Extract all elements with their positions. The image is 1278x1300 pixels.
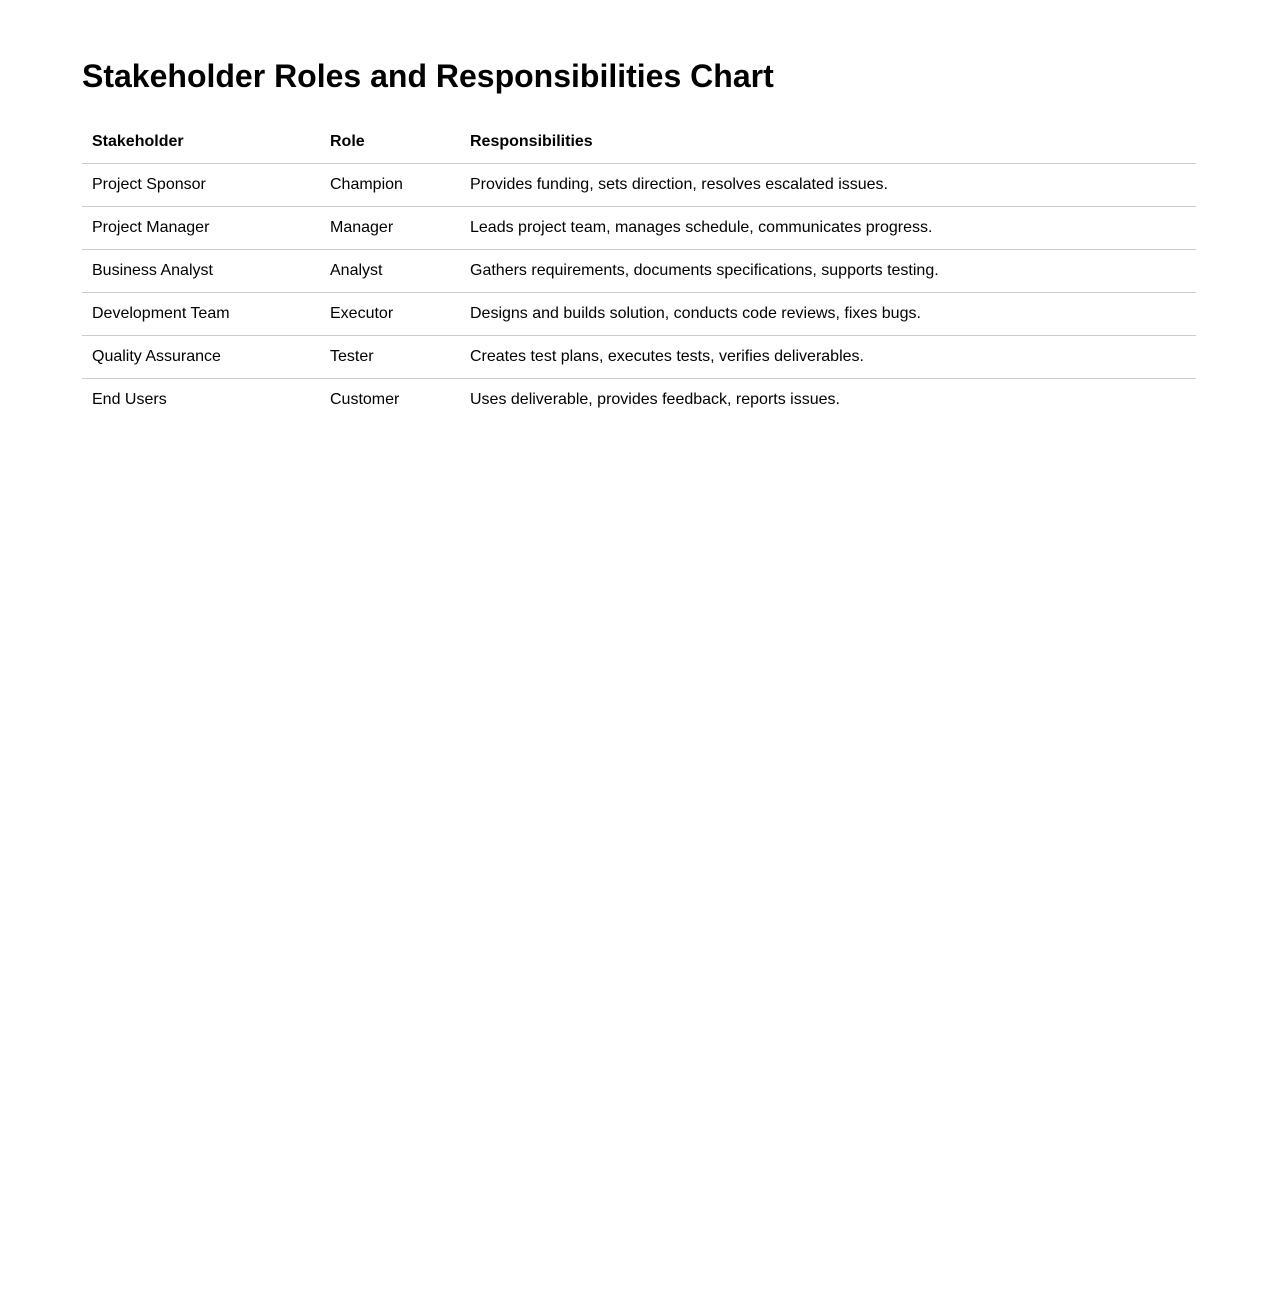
page-title: Stakeholder Roles and Responsibilities Chart (82, 58, 774, 94)
role-cell: Executor (320, 293, 460, 336)
role-cell: Analyst (320, 250, 460, 293)
stakeholder-cell: Development Team (82, 293, 320, 336)
stakeholder-cell: Project Manager (82, 207, 320, 250)
column-header-responsibilities: Responsibilities (460, 120, 1196, 164)
stakeholder-cell: Project Sponsor (82, 164, 320, 207)
responsibilities-cell: Leads project team, manages schedule, communicates progress. (460, 207, 1196, 250)
column-header-role: Role (320, 120, 460, 164)
role-cell: Champion (320, 164, 460, 207)
stakeholder-cell: End Users (92, 391, 167, 408)
responsibilities-cell: Creates test plans, executes tests, verifies deliverables. (460, 336, 1196, 379)
table-row (82, 379, 1196, 422)
table-row (82, 207, 1196, 250)
table-row (82, 336, 1196, 379)
role-cell: Manager (320, 207, 460, 250)
responsibilities-cell: Uses deliverable, provides feedback, reports issues. (470, 391, 840, 408)
responsibilities-cell: Designs and builds solution, conducts code reviews, fixes bugs. (460, 293, 1196, 336)
table-row (82, 293, 1196, 336)
responsibilities-cell: Provides funding, sets direction, resolves escalated issues. (460, 164, 1196, 207)
table-row (82, 250, 1196, 293)
stakeholder-cell: Business Analyst (82, 250, 320, 293)
stakeholder-cell: Quality Assurance (82, 336, 320, 379)
role-cell: Customer (330, 391, 400, 408)
table-row (82, 164, 1196, 207)
responsibilities-cell: Gathers requirements, documents specifications, supports testing. (460, 250, 1196, 293)
stakeholder-table (82, 120, 1196, 421)
table-header-row (82, 120, 1196, 164)
column-header-stakeholder: Stakeholder (82, 120, 320, 164)
role-cell: Tester (320, 336, 460, 379)
